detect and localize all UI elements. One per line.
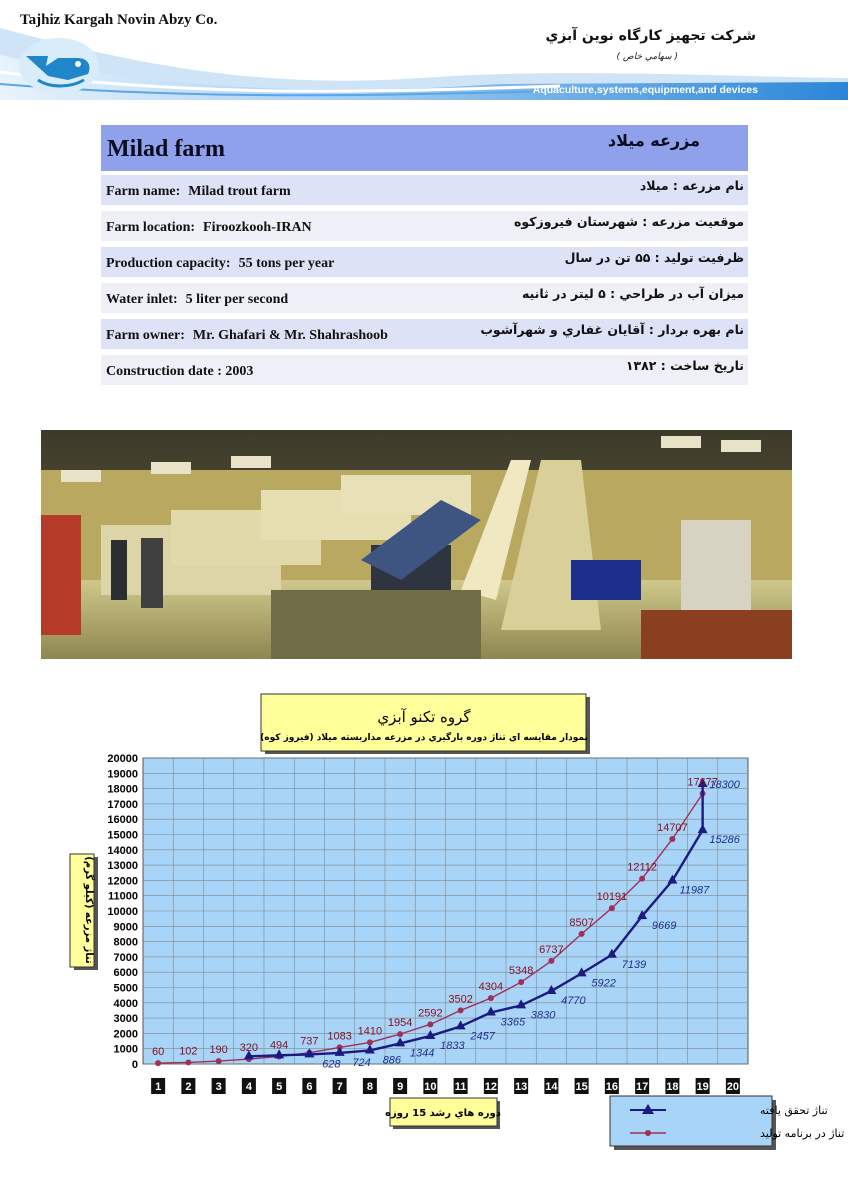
info-row-farm-owner xyxy=(101,319,748,349)
y-axis-label: تناژ مزرعه (كيلو گرم) xyxy=(83,856,94,964)
x-tick-label: 20 xyxy=(726,1081,739,1093)
y-tick-label: 7000 xyxy=(113,951,138,964)
info-label: Construction date : 2003 xyxy=(106,364,254,379)
data-label: 724 xyxy=(352,1056,371,1069)
data-label: 102 xyxy=(179,1045,198,1058)
y-tick-label: 14000 xyxy=(107,844,138,857)
data-label: 4770 xyxy=(561,995,586,1008)
page-header xyxy=(0,0,848,100)
x-tick-label: 8 xyxy=(366,1081,373,1093)
y-tick-label: 19000 xyxy=(107,768,138,781)
data-label: 1954 xyxy=(387,1017,413,1030)
x-tick-label: 13 xyxy=(515,1081,528,1093)
chart-title: گروه تكنو آبزي xyxy=(377,708,471,726)
data-point xyxy=(609,905,615,911)
y-tick-label: 5000 xyxy=(113,982,138,995)
data-label: 15286 xyxy=(709,834,740,847)
x-tick-label: 2 xyxy=(185,1081,192,1093)
data-label: 7139 xyxy=(621,958,647,971)
info-row-farm-name xyxy=(101,175,748,205)
data-point xyxy=(427,1021,433,1027)
info-fa: نام بهره بردار : آقايان غفاري و شهرآشوب xyxy=(480,322,744,337)
data-point xyxy=(216,1058,222,1064)
data-point xyxy=(397,1031,403,1037)
data-label: 5348 xyxy=(508,965,534,978)
y-tick-label: 8000 xyxy=(113,936,138,949)
y-tick-label: 9000 xyxy=(113,921,138,934)
tonnage-chart xyxy=(0,690,848,1200)
x-tick-label: 9 xyxy=(397,1081,404,1093)
y-tick-label: 11000 xyxy=(108,890,138,903)
farm-info-table xyxy=(101,125,748,391)
x-tick-label: 11 xyxy=(454,1081,467,1093)
data-label: 628 xyxy=(322,1058,341,1071)
legend-actual-label: تناژ تحقق يافته xyxy=(760,1104,828,1117)
y-tick-label: 17000 xyxy=(107,798,138,811)
info-value: Milad trout farm xyxy=(188,184,291,199)
x-tick-label: 17 xyxy=(636,1081,649,1093)
y-tick-label: 1000 xyxy=(113,1043,138,1056)
company-type-fa: ( سهامي خاص ) xyxy=(616,52,678,62)
data-label: 737 xyxy=(300,1035,319,1048)
data-label: 1344 xyxy=(409,1047,435,1060)
data-point xyxy=(579,931,585,937)
x-axis-label: دوره هاي رشد 15 روزه xyxy=(385,1108,501,1119)
info-label: Water inlet: xyxy=(106,292,178,307)
x-tick-label: 5 xyxy=(276,1081,283,1093)
info-fa: موقعيت مزرعه : شهرستان فيروزكوه xyxy=(514,214,744,229)
farm-title-en: Milad farm xyxy=(107,136,225,162)
data-label: 11987 xyxy=(679,884,710,897)
company-name-en: Tajhiz Kargah Novin Abzy Co. xyxy=(20,12,218,28)
data-point xyxy=(669,836,675,842)
info-value: 5 liter per second xyxy=(185,292,289,307)
x-tick-label: 7 xyxy=(336,1081,343,1093)
x-tick-label: 16 xyxy=(605,1081,618,1093)
y-tick-label: 2000 xyxy=(113,1028,138,1041)
x-tick-label: 18 xyxy=(666,1081,679,1093)
data-label: 9669 xyxy=(651,920,677,933)
info-row-water-inlet xyxy=(101,283,748,313)
data-label: 8507 xyxy=(569,916,594,929)
farm-title-fa: مزرعه ميلاد xyxy=(607,131,700,150)
y-tick-label: 6000 xyxy=(113,967,138,980)
info-value: 55 tons per year xyxy=(238,256,335,271)
data-label: 320 xyxy=(239,1042,259,1055)
data-label: 6737 xyxy=(539,943,564,956)
data-label: 1083 xyxy=(327,1030,352,1043)
company-tagline: Aquaculture,systems,equipment,and devices xyxy=(532,84,758,96)
legend-planned-marker xyxy=(645,1130,651,1136)
x-tick-label: 4 xyxy=(245,1081,252,1093)
info-value: Firoozkooh-IRAN xyxy=(203,220,312,235)
data-label: 14707 xyxy=(657,821,688,834)
info-fa: تاريخ ساخت : ۱۳۸۲ xyxy=(625,358,744,373)
x-tick-label: 15 xyxy=(575,1081,588,1093)
data-point xyxy=(548,958,554,964)
data-label: 3502 xyxy=(448,993,473,1006)
data-point xyxy=(639,876,645,882)
data-label: 3365 xyxy=(500,1016,526,1029)
tonnage-chart-svg xyxy=(0,690,848,1200)
data-label: 886 xyxy=(382,1054,402,1067)
info-label: Farm owner: xyxy=(106,328,185,343)
data-label: 18300 xyxy=(709,779,740,792)
x-tick-label: 12 xyxy=(484,1081,497,1093)
x-tick-label: 10 xyxy=(424,1081,437,1093)
data-label: 3830 xyxy=(530,1009,556,1022)
info-fa: ظرفيت توليد : ۵۵ تن در سال xyxy=(564,250,744,265)
info-fa: نام مزرعه : ميلاد xyxy=(639,178,744,193)
legend xyxy=(610,1096,772,1146)
data-label: 190 xyxy=(209,1044,228,1057)
y-axis-ticks xyxy=(107,753,138,1071)
x-tick-label: 3 xyxy=(215,1081,222,1093)
y-tick-label: 0 xyxy=(131,1059,138,1071)
data-point xyxy=(155,1060,161,1066)
x-tick-label: 6 xyxy=(306,1081,313,1093)
y-tick-label: 4000 xyxy=(113,997,138,1010)
info-label: Production capacity: xyxy=(106,256,231,271)
info-label: Farm location: xyxy=(106,220,196,235)
info-value: Mr. Ghafari & Mr. Shahrashoob xyxy=(192,328,388,343)
data-label: 60 xyxy=(152,1046,165,1059)
data-point xyxy=(488,995,494,1001)
legend-planned-label: تناژ در برنامه توليد xyxy=(760,1127,845,1140)
info-row-production-capacity xyxy=(101,247,748,277)
info-label: Farm name: xyxy=(106,184,181,199)
chart-subtitle: نمودار مقايسه اي تناژ دوره بارگيري در مزرعه مداربسته ميلاد (فيروز كوه) xyxy=(260,733,588,743)
x-tick-label: 1 xyxy=(155,1081,162,1093)
farm-interior-photo xyxy=(41,430,792,659)
y-tick-label: 10000 xyxy=(107,906,138,918)
info-fa: ميزان آب در طراحي : ۵ ليتر در ثانيه xyxy=(521,286,744,301)
data-point xyxy=(518,979,524,985)
data-point xyxy=(185,1059,191,1065)
y-tick-label: 18000 xyxy=(107,783,138,796)
data-label: 10191 xyxy=(596,891,628,904)
data-label: 5922 xyxy=(591,977,616,990)
x-tick-label: 14 xyxy=(545,1081,558,1093)
data-label: 4304 xyxy=(478,981,504,994)
company-logo xyxy=(18,36,100,96)
data-label: 2592 xyxy=(418,1007,443,1020)
info-row-construction-date xyxy=(101,355,748,385)
info-row-farm-location xyxy=(101,211,748,241)
farm-title-row xyxy=(101,125,748,171)
data-label: 494 xyxy=(269,1039,289,1052)
farm-interior-illustration xyxy=(41,430,792,659)
data-label: 1410 xyxy=(357,1025,383,1038)
y-tick-label: 3000 xyxy=(113,1013,138,1026)
data-label: 17677 xyxy=(687,776,718,789)
y-tick-label: 13000 xyxy=(107,860,138,873)
data-label: 2457 xyxy=(470,1030,495,1043)
y-tick-label: 15000 xyxy=(107,829,138,842)
x-axis-ticks xyxy=(151,1078,740,1094)
x-tick-label: 19 xyxy=(696,1081,709,1093)
data-label: 1833 xyxy=(440,1039,465,1052)
data-point xyxy=(458,1007,464,1013)
y-tick-label: 16000 xyxy=(107,814,138,827)
y-tick-label: 12000 xyxy=(107,875,138,888)
company-name-fa: شركت تجهيز كارگاه نوين آبزي xyxy=(545,28,756,44)
y-tick-label: 20000 xyxy=(107,753,138,765)
data-label: 12112 xyxy=(627,861,658,874)
